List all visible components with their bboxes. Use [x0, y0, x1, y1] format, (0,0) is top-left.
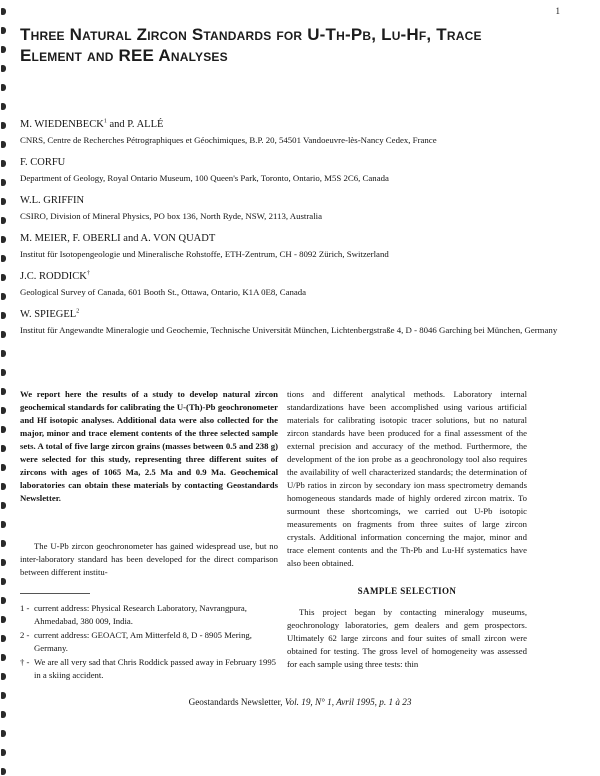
binding-hole	[1, 635, 6, 642]
journal-name: Geostandards Newsletter,	[188, 697, 283, 707]
author-group	[20, 118, 580, 146]
affiliation: Institut für Isotopengeologie und Mineralische Rohstoffe, ETH-Zentrum, CH - 8092 Zürich, Switzerland	[20, 249, 389, 259]
footnote-text: current address: GEOACT, Am Mitterfeld 8, D - 8905 Mering, Germany.	[34, 630, 252, 653]
author-names: J.C. RODDICK	[20, 271, 87, 282]
binding-hole	[1, 103, 6, 110]
footnote-rule	[20, 593, 90, 594]
binding-hole	[1, 445, 6, 452]
binding-hole	[1, 46, 6, 53]
binding-hole	[1, 8, 6, 15]
binding-hole	[1, 217, 6, 224]
binding-hole	[1, 293, 6, 300]
author-names: W. SPIEGEL	[20, 309, 77, 320]
binding-hole	[1, 369, 6, 376]
binding-hole	[1, 749, 6, 756]
binding-hole	[1, 331, 6, 338]
affiliation: CSIRO, Division of Mineral Physics, PO box 136, North Ryde, NSW, 2113, Australia	[20, 211, 323, 221]
footnote-text: current address: Physical Research Laboratory, Navrangpura, Ahmedabad, 380 009, India.	[34, 603, 247, 626]
author-group	[20, 232, 580, 260]
author-names: W.L. GRIFFIN	[20, 195, 85, 206]
author-names: and P. ALLÉ	[106, 119, 164, 130]
footnote	[20, 656, 282, 682]
binding-hole	[1, 388, 6, 395]
author-mark: †	[86, 270, 90, 277]
section-paragraph: This project began by contacting mineralogy museums, geochronology laboratories, gem dealers and gem prospectors. Ultimately 62 large zircons and four suites of small zircon were obtained for testing. The gross level of homogeneity was assessed for each sample using three tests: thin	[287, 607, 527, 669]
binding-hole	[1, 198, 6, 205]
affiliation: CNRS, Centre de Recherches Pétrographiques et Géochimiques, B.P. 20, 54501 Vandoeuvre-lès-Nancy Cedex, France	[20, 135, 437, 145]
binding-hole	[1, 179, 6, 186]
binding-hole	[1, 27, 6, 34]
footnote	[20, 602, 282, 628]
binding-holes	[0, 0, 10, 776]
body-paragraph: tions and different analytical methods. Laboratory internal standardizations have been accomplished using various artificial materials for calibrating isotopic tracer solutions, but no natural zircon standards have been produced for a final assessment of the external precision and accuracy of the method. Furthermore, the development of the ion probe as a geochronology tool also requires the availability of well characterized standards; the determination of U/Pb ratios in zircon by secondary ion mass spectrometry demands homogeneous standards made of highly ordered zircon matrix. To surmount these shortcomings, we carried out U-Pb isotopic measurements on fragments from three suites of large zircon crystals. Additional information concerning the major, minor and trace element contents and the Th-Pb and Lu-Hf systematics have also been obtained.	[287, 389, 527, 568]
binding-hole	[1, 711, 6, 718]
author-list	[20, 118, 580, 346]
right-column	[287, 388, 527, 671]
binding-hole	[1, 122, 6, 129]
binding-hole	[1, 312, 6, 319]
author-names: M. WIEDENBECK	[20, 119, 104, 130]
journal-volume: Vol. 19, N° 1, Avril 1995, p. 1 à 23	[284, 697, 412, 707]
binding-hole	[1, 255, 6, 262]
binding-hole	[1, 274, 6, 281]
binding-hole	[1, 350, 6, 357]
binding-hole	[1, 540, 6, 547]
footnote	[20, 629, 282, 655]
abstract: We report here the results of a study to develop natural zircon geochemical standards for calibrating the U-(Th)-Pb geochronometer and Hf isotopic analyses. Additional data were also collected for the major, minor and trace element contents of the three selected sample sets. A total of five large zircon grains (masses between 0.5 and 238 g) were selected for this study, representing three different suites of zircons with ages of 1065 Ma, 2.5 Ma and 0.9 Ma. Geochemical laboratories can obtain these materials by contacting Geostandards Newsletter.	[20, 389, 278, 503]
paper-title: Three Natural Zircon Standards for U-Th-Pb, Lu-Hf, Trace Element and REE Analyses	[20, 25, 482, 65]
author-mark: 1	[103, 118, 107, 125]
binding-hole	[1, 768, 6, 775]
binding-hole	[1, 654, 6, 661]
binding-hole	[1, 426, 6, 433]
binding-hole	[1, 502, 6, 509]
binding-hole	[1, 65, 6, 72]
binding-hole	[1, 141, 6, 148]
intro-paragraph: The U-Pb zircon geochronometer has gained widespread use, but no inter-laboratory standard has been developed for the direct comparison between different institu-	[20, 541, 278, 577]
binding-hole	[1, 578, 6, 585]
binding-hole	[1, 236, 6, 243]
author-group	[20, 270, 580, 298]
footnotes	[20, 602, 282, 683]
binding-hole	[1, 559, 6, 566]
binding-hole	[1, 160, 6, 167]
author-group	[20, 156, 580, 184]
author-names: M. MEIER, F. OBERLI and A. VON QUADT	[20, 233, 216, 244]
binding-hole	[1, 616, 6, 623]
author-mark: 2	[76, 308, 80, 315]
footnote-mark: 1 -	[20, 603, 30, 613]
left-column	[20, 388, 278, 579]
author-names: F. CORFU	[20, 157, 66, 168]
page-number: 1	[555, 6, 560, 16]
binding-hole	[1, 84, 6, 91]
footnote-text: We are all very sad that Chris Roddick passed away in February 1995 in a skiing accident.	[34, 657, 277, 680]
binding-hole	[1, 597, 6, 604]
affiliation: Geological Survey of Canada, 601 Booth St., Ottawa, Ontario, K1A 0E8, Canada	[20, 287, 307, 297]
binding-hole	[1, 521, 6, 528]
binding-hole	[1, 483, 6, 490]
affiliation: Department of Geology, Royal Ontario Museum, 100 Queen's Park, Toronto, Ontario, M5S 2C6, Canada	[20, 173, 389, 183]
footnote-mark: † -	[20, 657, 30, 667]
binding-hole	[1, 407, 6, 414]
binding-hole	[1, 464, 6, 471]
author-group	[20, 308, 580, 336]
binding-hole	[1, 673, 6, 680]
author-group	[20, 194, 580, 222]
affiliation: Institut für Angewandte Mineralogie und Geochemie, Technische Universität München, Lichtenbergstraße 4, D - 8046 Garching bei München, Germany	[20, 325, 558, 335]
journal-footer	[0, 697, 600, 707]
binding-hole	[1, 730, 6, 737]
footnote-mark: 2 -	[20, 630, 30, 640]
section-heading: SAMPLE SELECTION	[357, 586, 457, 596]
